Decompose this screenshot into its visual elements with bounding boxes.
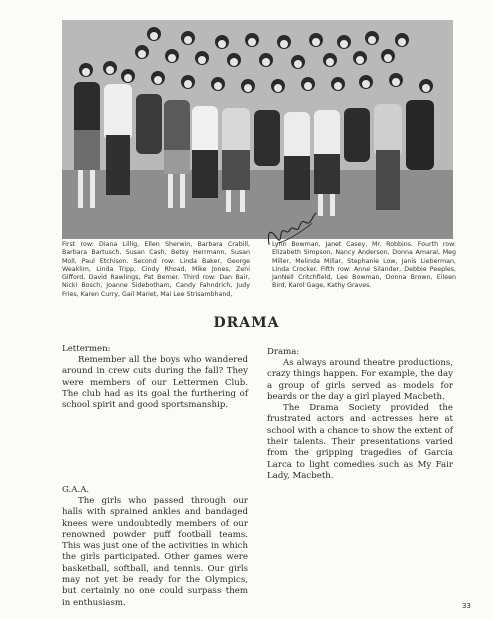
- drama-paragraph-2: The Drama Society provided the frustrated actors and actresses here at school with a chance to show the extent of their talents. Their presentations varied from the gripping tragedies of Garcia Larca to light comedies such as My Fair Lady, Macbeth.: [267, 403, 453, 481]
- gaa-paragraph: The girls who passed through our halls with sprained ankles and bandaged knees were undoubtedly members of our renowned powder puff football teams. This was just one of the activities in which the girls participated. Other games were basketball, softball, and tennis. Our girls may not yet be ready for the Olympics, but certainly no one could surpass them in enthusiasm.: [62, 496, 248, 608]
- lettermen-paragraph: Remember all the boys who wandered around in crew cuts during the fall? They were members of our Lettermen Club. The club had as its goal the furthering of school spirit and good sportsmanship.: [62, 355, 248, 411]
- page-number: 33: [462, 602, 471, 610]
- group-photo-figures: [62, 20, 453, 239]
- page-title: DRAMA: [213, 315, 280, 331]
- group-photo: [62, 20, 453, 239]
- gaa-section: [62, 484, 248, 609]
- lettermen-section: [62, 343, 248, 411]
- gaa-heading: G.A.A.: [62, 485, 90, 495]
- photo-caption-left: First row: Diana Lillig, Ellen Sherwin, Barbara Crabill, Barbara Bartusch, Susan Cash, Betsy Herrmann, Susan Moll, Paul Etchison. Second row: Linda Baker, George Weaklim, Linda Tripp, Cindy Rhoad, Mike Jones, Zeni Gifford, David Rawlings, Pat Berner. Third row: Dan Bair, Nicki Bosch, Joanne Sidebotham, Candy Fahndrich, Judy Fries, Karen Curry, Gail Mariet, Mai Lee Strisambhand,: [62, 241, 250, 298]
- drama-heading: Drama:: [267, 347, 300, 357]
- lettermen-heading: Lettermen:: [62, 344, 111, 354]
- photo-caption-right: Lynn Bowman, Janet Casey, Mr. Robbins. Fourth row: Elizabeth Simpson, Nancy Anderson, Donna Amaral, Meg Miller, Melinda Millar, Stephanie Low, Janis Lieberman, Linda Crocker. Fifth row: Anne Silander, Debbie Peeples, JanNell Critchfield, Lee Bowman, Donna Brown, Eileen Bird, Karol Gage, Kathy Graves.: [272, 241, 456, 290]
- drama-section: [267, 346, 453, 482]
- drama-paragraph-1: As always around theatre productions, crazy things happen. For example, the day a group of girls served as models for beards or the day a girl played Macbeth.: [267, 358, 453, 402]
